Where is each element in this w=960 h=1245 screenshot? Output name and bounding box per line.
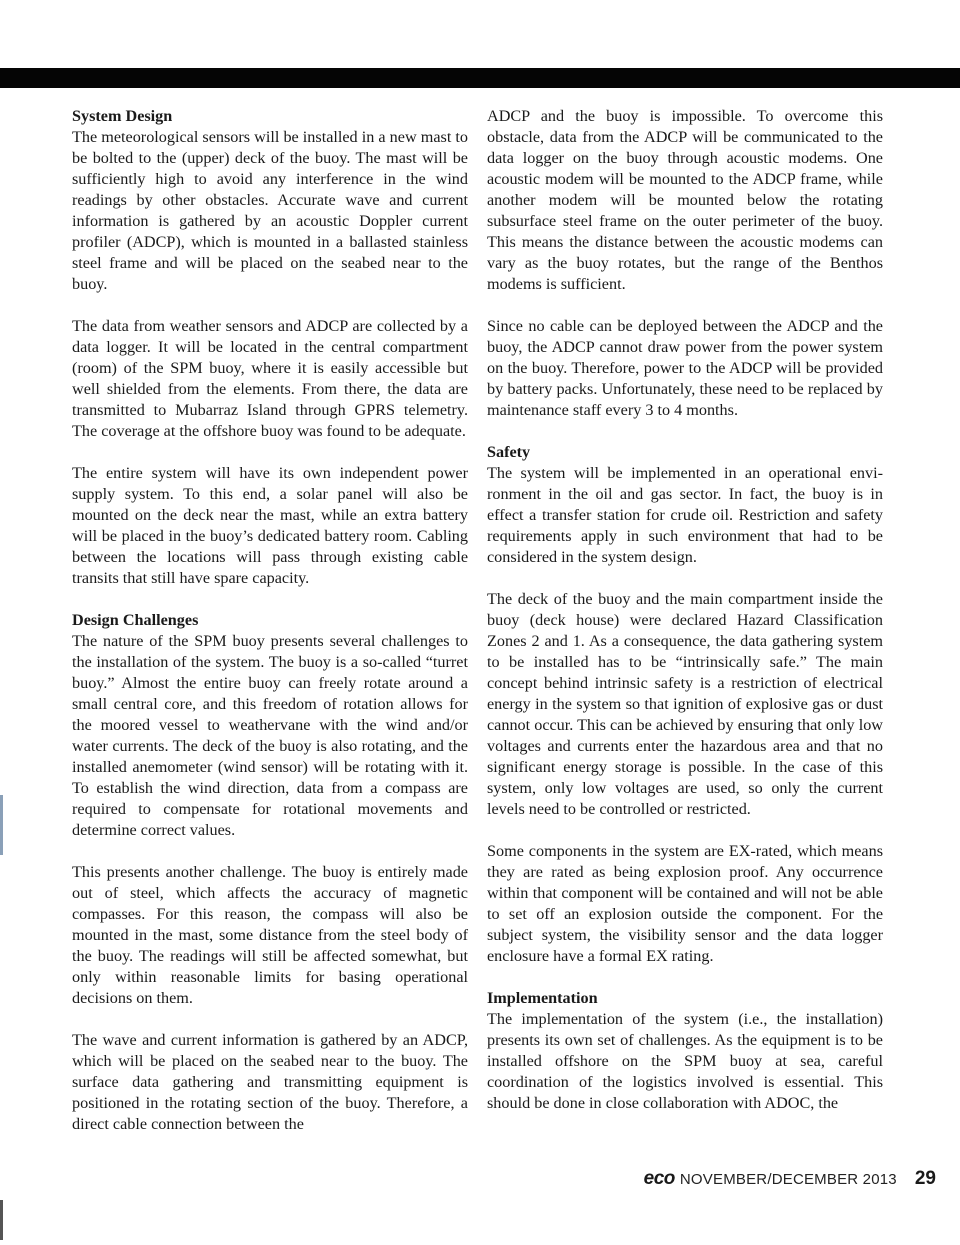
section-heading: Implementation: [487, 989, 598, 1007]
paragraph: ADCP and the buoy is impossible. To overcome this obstacle, data from the ADCP will be communicated to the data logger on the buoy through acoustic modems. One acoustic modem will be mounted to the ADCP frame, while another modem will be mounted below the rotating subsurface steel frame on the outer perimeter of the buoy. This means the distance between the acoustic modems can vary as the buoy rotates, but the range of the Benthos modems is sufficient.: [487, 107, 883, 293]
paragraph: Some components in the system are EX-rated, which means they are rated as being explosion proof. Any occurrence within that component will be contained and will not be able to set off an explosion outside the component. For the subject system, the visibility sensor and the data logger enclosure have a formal EX rating.: [487, 842, 883, 965]
right-column: [487, 106, 883, 1135]
section-system-design: [72, 106, 468, 295]
section-safety: [487, 442, 883, 568]
paragraph: The meteorological sensors will be installed in a new mast to be bolted to the (upper) deck of the buoy. The mast will be sufficiently high to avoid any interference in the wind readings by other obstacles. Accurate wave and current information is gathered by an acoustic Doppler current profiler (ADCP), which is mounted in a ballasted stainless steel frame and will be placed on the seabed near to the buoy.: [72, 128, 468, 293]
issue-date: NOVEMBER/DECEMBER 2013: [679, 1171, 897, 1188]
magazine-logo: eco: [643, 1168, 675, 1189]
page-footer: [644, 1168, 936, 1190]
page-edge-mark: [0, 795, 3, 855]
header-bar: [0, 68, 960, 88]
section-heading: System Design: [72, 107, 173, 125]
paragraph: The nature of the SPM buoy presents several challenges to the installation of the system. The buoy is a so-called “turret buoy.” Almost the entire buoy can freely rotate around a small central core, and this freedom of rotation allows for the moored vessel to weathervane with the wind and/or water currents. The deck of the buoy is also rotating, and the installed anemometer (wind sensor) will be rotating with it. To establish the wind direction, data from a compass are required to compensate for rotational movements and determine correct values.: [72, 632, 468, 839]
paragraph: This presents another challenge. The buoy is entirely made out of steel, which affects the accuracy of magnetic compasses. For this reason, the compass will also be mounted in the mast, some distance from the steel body of the buoy. The readings will still be affected somewhat, but only within reasonable limits for basing operational decisions on them.: [72, 863, 468, 1007]
paragraph: The wave and current information is gathered by an ADCP, which will be placed on the seabed near to the buoy. The surface data gathering and transmitting equipment is positioned in the rotating section of the buoy. Therefore, a direct cable connection between the: [72, 1031, 468, 1133]
paragraph: The entire system will have its own independent power supply system. To this end, a solar panel will also be mounted on the deck near the mast, while an extra battery will be placed in the buoy’s dedicated battery room. Cabling between the locations will pass through existing cable transits that still have spare capacity.: [72, 464, 468, 587]
section-design-challenges: [72, 610, 468, 841]
left-column: [72, 106, 468, 1156]
paragraph: The implementation of the system (i.e., the installation) presents its own set of challenges. As the equipment is to be installed offshore on the SPM buoy at sea, careful coordination of the logistics involved is essential. This should be done in close collaboration with ADOC, the: [487, 1010, 883, 1112]
section-implementation: [487, 988, 883, 1114]
paragraph: The system will be implemented in an operational environment in the oil and gas sector. In fact, the buoy is in effect a transfer station for crude oil. Restriction and safety requirements apply in such environment that had to be considered in the system design.: [487, 464, 883, 566]
paragraph: The deck of the buoy and the main compartment inside the buoy (deck house) were declared Hazard Classification Zones 2 and 1. As a consequence, the data gathering system to be installed has to be “intrinsically safe.” The main concept behind intrinsic safety is a restriction of electrical energy in the system so that ignition of explosive gas or dust cannot occur. This can be achieved by ensuring that only low voltages and currents enter the hazardous area and that no significant energy storage is possible. In the case of this system, only low voltages are used, so only the current levels need to be controlled or restricted.: [487, 590, 883, 818]
paragraph: The data from weather sensors and ADCP are collected by a data logger. It will be located in the central compartment (room) of the SPM buoy, where it is easily accessible but well shielded from the elements. From there, the data are transmitted to Mubarraz Island through GPRS telemetry. The coverage at the offshore buoy was found to be adequate.: [72, 317, 468, 440]
paragraph: Since no cable can be deployed between the ADCP and the buoy, the ADCP cannot draw power from the power system on the buoy. Therefore, power to the ADCP will be provided by battery packs. Unfortunately, these need to be replaced by maintenance staff every 3 to 4 months.: [487, 317, 883, 419]
section-heading: Design Challenges: [72, 611, 199, 629]
page-number: 29: [914, 1168, 936, 1189]
page-edge-mark-lower: [0, 1200, 3, 1240]
section-heading: Safety: [487, 443, 531, 461]
